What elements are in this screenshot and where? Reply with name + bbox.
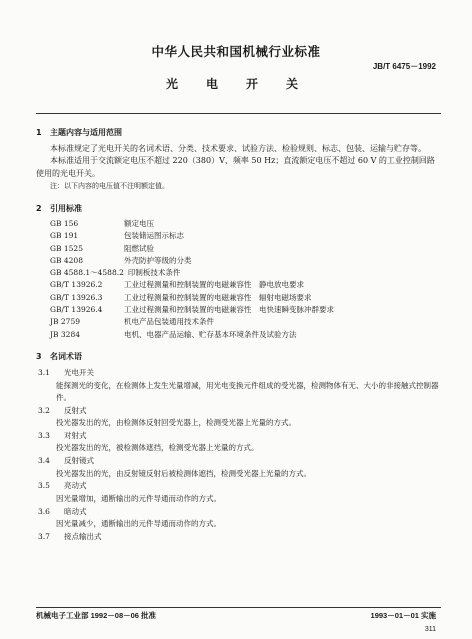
section-heading-1: 1 主题内容与适用范围: [36, 128, 122, 137]
footer-divider: [36, 607, 441, 608]
reference-item: GB 191 包装储运图示标志: [50, 231, 184, 241]
definition-text: 能探测光的变化，在检测体上发生光量增减，用光电变换元件组成的受光器，检测物体有无、大小的非接触式控制器件。: [56, 380, 439, 402]
definition-text: 投光器发出的光，由反射镜反射后被检测体遮挡，检测受光器上光量的方式。: [56, 468, 311, 478]
document-body: [36, 121, 441, 544]
reference-item: GB 156 额定电压: [50, 219, 154, 228]
paragraph: 本标准适用于交流额定电压不超过 220（380）V、频率 50 Hz；直流额定电压不超过 60 V 的工业控制回路使用的光电开关。: [36, 156, 435, 178]
implementation-date: 1993－01－01 实施: [370, 611, 436, 620]
reference-item: JB 3284 电机、电器产品运输、贮存基本环境条件及试验方法: [50, 329, 297, 339]
definition-text: 因光量增加，通断输出的元件导通而动作的方式。: [56, 493, 221, 503]
definition-term: 3.2 反射式: [38, 405, 87, 415]
reference-item: GB 4208 外壳防护等级的分类: [50, 255, 192, 265]
reference-item: GB/T 13926.2 工业过程测量和控制装置的电磁兼容性 静电放电要求: [50, 280, 304, 290]
definition-text: 投光器发出的光，由检测体反射回受光器上，检测受光器上光量的方式。: [56, 418, 296, 428]
reference-item: GB 4588.1～4588.2 印制板技术条件: [50, 268, 181, 278]
definition-term: 3.1 光电开关: [38, 368, 94, 378]
definition-text: 因光量减少，通断输出的元件导通而动作的方式。: [56, 519, 221, 529]
approval-date: 机械电子工业部 1992－08－06 批准: [36, 611, 157, 620]
definition-term: 3.6 暗动式: [38, 506, 87, 516]
note: 注：以下内容的电压值不注明额定值。: [50, 182, 169, 190]
definition-term: 3.5 亮动式: [38, 481, 87, 491]
page-number: 311: [424, 626, 436, 633]
definitions-list: [36, 367, 441, 543]
definition-text: 投光器发出的光，被检测体遮挡，检测受光器上光量的方式。: [56, 443, 259, 453]
header-divider: [36, 113, 441, 114]
definition-term: 3.7 接点输出式: [38, 532, 102, 542]
definition-term: 3.3 对射式: [38, 430, 87, 440]
reference-item: GB/T 13926.4 工业过程测量和控制装置的电磁兼容性 电快速瞬变脉冲群要求: [50, 305, 334, 315]
reference-item: GB/T 13926.3 工业过程测量和控制装置的电磁兼容性 辐射电磁场要求: [50, 292, 312, 302]
section-heading-3: 3 名词术语: [36, 351, 82, 361]
paragraph: 本标准规定了光电开关的名词术语、分类、技术要求、试验方法、检验规则、标志、包装、运输与贮存等。: [50, 143, 426, 153]
standard-number: JB/T 6475－1992: [372, 62, 436, 71]
issuing-organization: 中华人民共和国机械行业标准: [151, 44, 321, 59]
reference-item: GB 1525 阻燃试验: [50, 243, 154, 253]
definition-term: 3.4 反射镜式: [38, 456, 94, 466]
document-title: 光 电 开 关: [165, 77, 306, 91]
section-heading-2: 2 引用标准: [36, 203, 82, 213]
reference-item: JB 2759 机电产品包装通用技术条件: [50, 317, 214, 327]
reference-list: [36, 218, 441, 341]
